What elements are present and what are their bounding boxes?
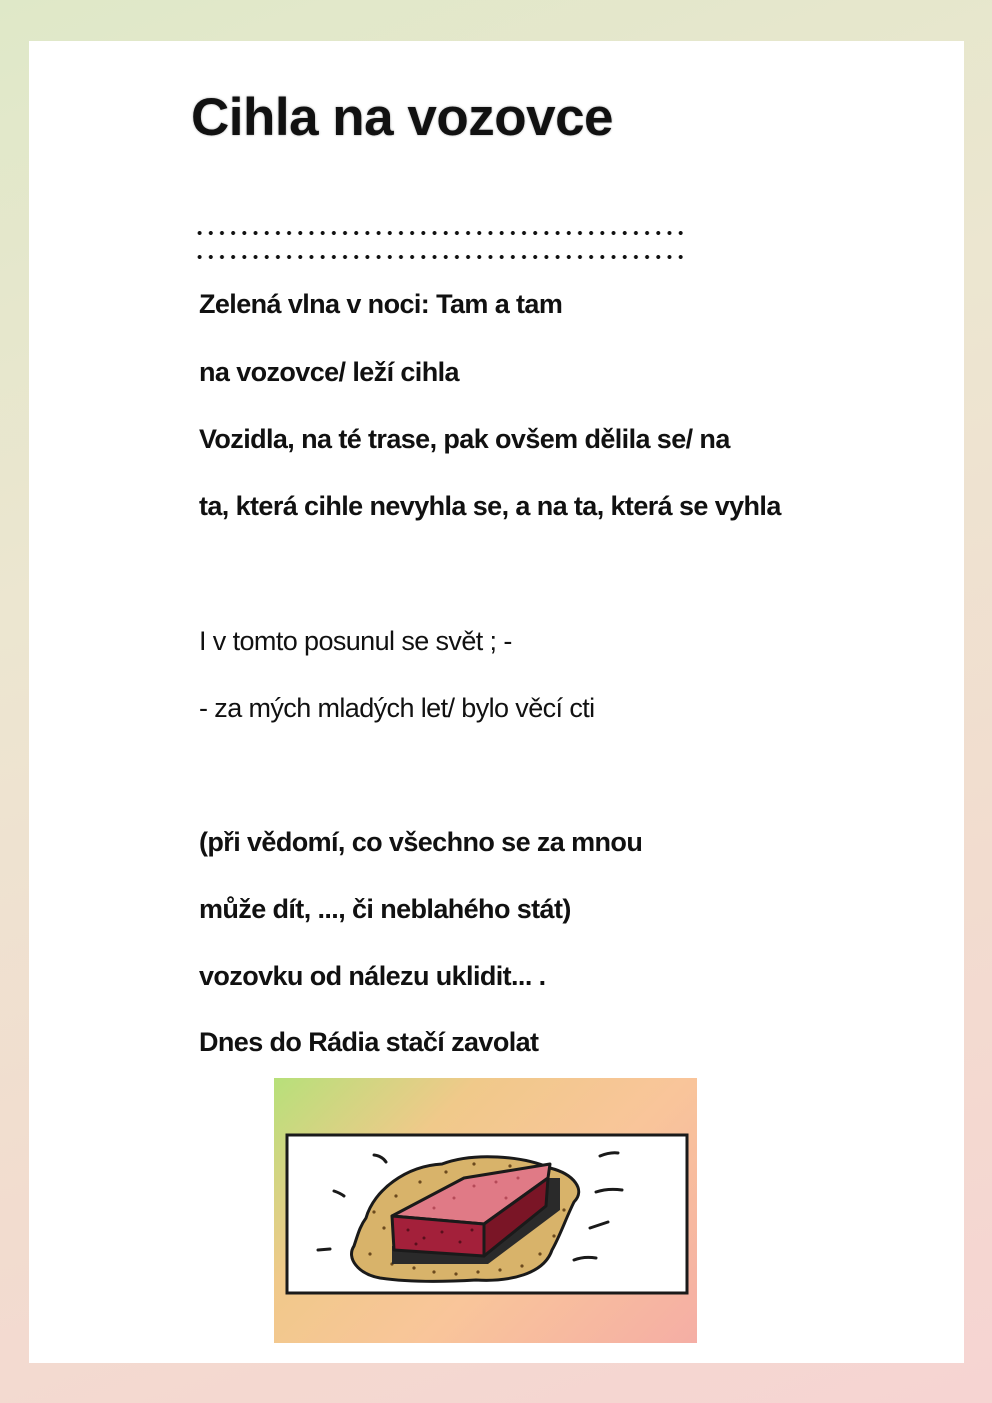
brick-illustration: [274, 1078, 697, 1343]
poem-line: Vozidla, na té trase, pak ovšem dělila se/ na: [199, 424, 730, 454]
poem-line: může dít, ..., či neblahého stát): [199, 894, 571, 924]
poem-title: Cihla na vozovce: [191, 88, 614, 147]
poem-line: (při vědomí, co všechno se za mnou: [199, 827, 643, 857]
poem-line: - za mých mladých let/ bylo věcí cti: [199, 693, 595, 723]
poem-line: I v tomto posunul se svět ; -: [199, 626, 512, 656]
poem-line: na vozovce/ leží cihla: [199, 357, 459, 387]
poem-line: Zelená vlna v noci: Tam a tam: [199, 289, 563, 319]
poem-line: ta, která cihle nevyhla se, a na ta, která se vyhla: [199, 491, 781, 521]
document-page: [29, 41, 964, 1363]
dotted-separator: [194, 254, 686, 260]
brick-on-road-icon: [274, 1078, 697, 1343]
poem-line: Dnes do Rádia stačí zavolat: [199, 1027, 539, 1057]
dotted-separator: [194, 230, 686, 236]
poem-line: vozovku od nálezu uklidit... .: [199, 961, 546, 991]
